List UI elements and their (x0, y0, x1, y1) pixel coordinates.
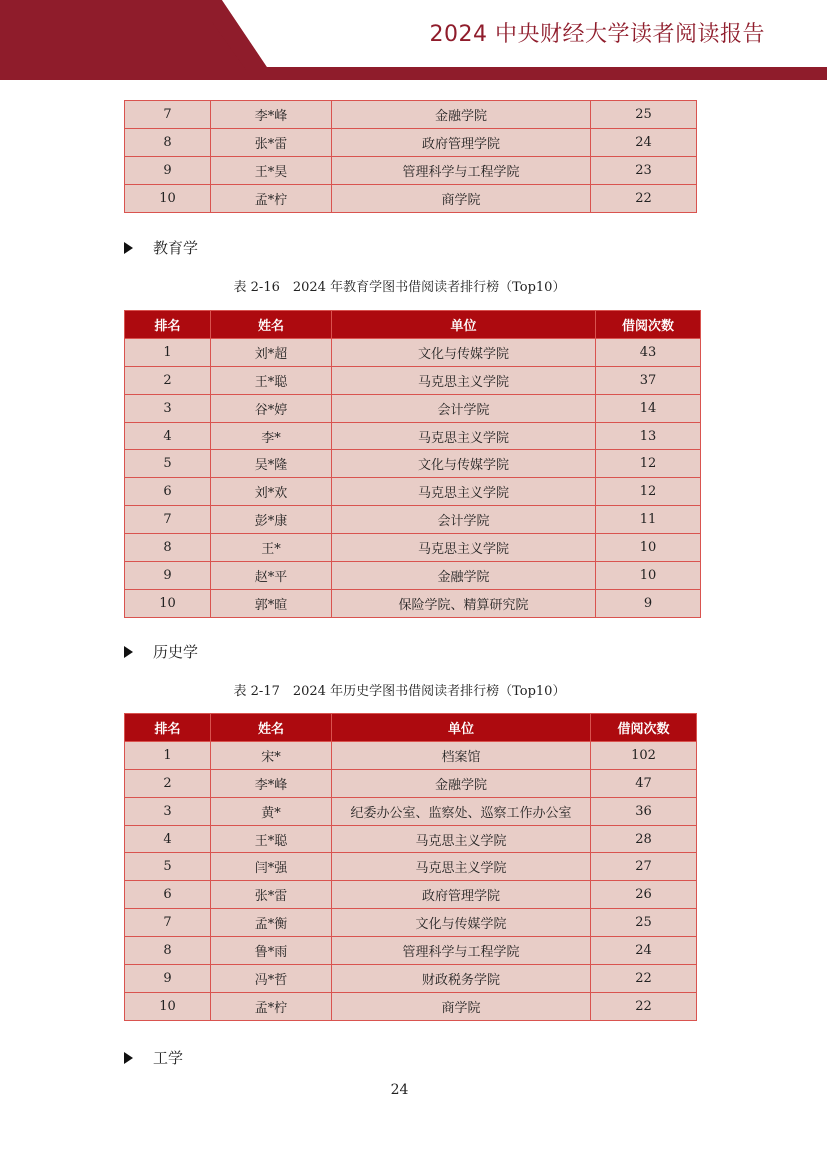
cell-unit: 马克思主义学院 (332, 478, 596, 506)
cell-name: 张*雷 (211, 881, 332, 909)
col-header-count: 借阅次数 (596, 311, 701, 339)
cell-count: 14 (596, 394, 701, 422)
cell-name: 王* (211, 534, 332, 562)
table-row (125, 881, 697, 909)
cell-unit: 文化与传媒学院 (332, 450, 596, 478)
cell-rank: 1 (125, 741, 211, 769)
table-caption: 表 2-17 2024 年历史学图书借阅读者排行榜（Top10） (233, 684, 566, 699)
col-header-unit: 单位 (332, 311, 596, 339)
cell-count: 28 (591, 825, 697, 853)
cell-name: 孟*柠 (211, 184, 332, 212)
cell-name: 李*峰 (211, 101, 332, 129)
cell-name: 孟*衡 (211, 909, 332, 937)
cell-rank: 10 (125, 589, 211, 617)
cell-count: 12 (596, 450, 701, 478)
section-label: 教育学 (153, 239, 199, 257)
cell-name: 谷*婷 (211, 394, 332, 422)
table-row (125, 101, 697, 129)
cell-unit: 财政税务学院 (332, 965, 591, 993)
cell-unit: 马克思主义学院 (332, 853, 591, 881)
section-label: 历史学 (153, 643, 199, 661)
bullet-arrow-icon (124, 646, 133, 658)
table-row (125, 338, 701, 366)
col-header-rank: 排名 (125, 714, 211, 742)
table-row (125, 797, 697, 825)
table-header-row (125, 311, 701, 339)
table-row (125, 394, 701, 422)
table-row (125, 184, 697, 212)
table-row (125, 741, 697, 769)
cell-name: 闫*强 (211, 853, 332, 881)
cell-unit: 政府管理学院 (332, 128, 591, 156)
cell-unit: 马克思主义学院 (332, 366, 596, 394)
cell-count: 10 (596, 534, 701, 562)
col-header-count: 借阅次数 (591, 714, 697, 742)
cell-count: 10 (596, 562, 701, 590)
cell-count: 27 (591, 853, 697, 881)
table-row (125, 534, 701, 562)
table-row (125, 589, 701, 617)
cell-unit: 会计学院 (332, 506, 596, 534)
cell-name: 赵*平 (211, 562, 332, 590)
cell-unit: 文化与传媒学院 (332, 909, 591, 937)
table-row (125, 992, 697, 1020)
cell-unit: 管理科学与工程学院 (332, 156, 591, 184)
cell-unit: 金融学院 (332, 562, 596, 590)
col-header-name: 姓名 (211, 714, 332, 742)
cell-rank: 7 (125, 506, 211, 534)
cell-name: 李*峰 (211, 769, 332, 797)
cell-rank: 6 (125, 881, 211, 909)
col-header-name: 姓名 (211, 311, 332, 339)
table-row (125, 825, 697, 853)
cell-unit: 政府管理学院 (332, 881, 591, 909)
cell-unit: 档案馆 (332, 741, 591, 769)
cell-rank: 4 (125, 422, 211, 450)
cell-rank: 2 (125, 769, 211, 797)
cell-rank: 3 (125, 394, 211, 422)
cell-name: 郭*暄 (211, 589, 332, 617)
cell-rank: 8 (125, 128, 211, 156)
cell-unit: 保险学院、精算研究院 (332, 589, 596, 617)
cell-name: 王*聪 (211, 366, 332, 394)
table-row (125, 562, 701, 590)
table-row (125, 937, 697, 965)
section-heading-engineering (124, 1047, 183, 1068)
cell-rank: 5 (125, 450, 211, 478)
cell-count: 22 (591, 184, 697, 212)
cell-name: 彭*康 (211, 506, 332, 534)
cell-name: 李* (211, 422, 332, 450)
cell-rank: 9 (125, 562, 211, 590)
cell-unit: 马克思主义学院 (332, 534, 596, 562)
table-row (125, 128, 697, 156)
cell-name: 鲁*雨 (211, 937, 332, 965)
cell-rank: 1 (125, 338, 211, 366)
cell-count: 25 (591, 909, 697, 937)
cell-count: 47 (591, 769, 697, 797)
cell-count: 37 (596, 366, 701, 394)
cell-unit: 纪委办公室、监察处、巡察工作办公室 (332, 797, 591, 825)
table-row (125, 506, 701, 534)
col-header-unit: 单位 (332, 714, 591, 742)
cell-rank: 8 (125, 534, 211, 562)
cell-rank: 7 (125, 909, 211, 937)
cell-name: 张*雷 (211, 128, 332, 156)
education-ranking-table (124, 310, 701, 618)
cell-count: 43 (596, 338, 701, 366)
cell-rank: 2 (125, 366, 211, 394)
cell-rank: 5 (125, 853, 211, 881)
cell-count: 26 (591, 881, 697, 909)
bullet-arrow-icon (124, 1052, 133, 1064)
table-caption: 表 2-16 2024 年教育学图书借阅读者排行榜（Top10） (233, 280, 566, 295)
cell-count: 11 (596, 506, 701, 534)
table-row (125, 909, 697, 937)
cell-name: 宋* (211, 741, 332, 769)
cell-count: 24 (591, 128, 697, 156)
cell-unit: 会计学院 (332, 394, 596, 422)
cell-count: 23 (591, 156, 697, 184)
cell-unit: 管理科学与工程学院 (332, 937, 591, 965)
cell-rank: 3 (125, 797, 211, 825)
cell-name: 冯*哲 (211, 965, 332, 993)
cell-unit: 商学院 (332, 992, 591, 1020)
section-heading-history (124, 641, 198, 662)
table-row (125, 156, 697, 184)
cell-name: 孟*柠 (211, 992, 332, 1020)
table-row (125, 422, 701, 450)
cell-unit: 马克思主义学院 (332, 825, 591, 853)
cell-name: 王*聪 (211, 825, 332, 853)
cell-rank: 8 (125, 937, 211, 965)
cell-rank: 7 (125, 101, 211, 129)
cell-name: 刘*欢 (211, 478, 332, 506)
cell-unit: 金融学院 (332, 101, 591, 129)
table-header-row (125, 714, 697, 742)
cell-count: 22 (591, 965, 697, 993)
page-number: 24 (390, 1082, 409, 1098)
cell-count: 36 (591, 797, 697, 825)
cell-rank: 9 (125, 156, 211, 184)
history-ranking-table (124, 713, 697, 1021)
cell-count: 22 (591, 992, 697, 1020)
report-title: 2024 中央财经大学读者阅读报告 (429, 22, 765, 47)
cell-name: 王*昊 (211, 156, 332, 184)
cell-count: 102 (591, 741, 697, 769)
table-row (125, 853, 697, 881)
table-row (125, 965, 697, 993)
cell-count: 25 (591, 101, 697, 129)
section-label: 工学 (153, 1049, 184, 1067)
cell-rank: 10 (125, 992, 211, 1020)
cell-rank: 10 (125, 184, 211, 212)
table-row (125, 366, 701, 394)
cell-count: 24 (591, 937, 697, 965)
cell-rank: 4 (125, 825, 211, 853)
table-row (125, 478, 701, 506)
cell-count: 12 (596, 478, 701, 506)
cell-rank: 6 (125, 478, 211, 506)
cell-unit: 马克思主义学院 (332, 422, 596, 450)
table-row (125, 450, 701, 478)
cell-unit: 金融学院 (332, 769, 591, 797)
cell-rank: 9 (125, 965, 211, 993)
section-heading-education (124, 237, 198, 258)
continued-ranking-table (124, 100, 697, 213)
cell-unit: 商学院 (332, 184, 591, 212)
cell-count: 13 (596, 422, 701, 450)
cell-name: 黄* (211, 797, 332, 825)
cell-unit: 文化与传媒学院 (332, 338, 596, 366)
cell-name: 吴*隆 (211, 450, 332, 478)
bullet-arrow-icon (124, 242, 133, 254)
col-header-rank: 排名 (125, 311, 211, 339)
cell-count: 9 (596, 589, 701, 617)
cell-name: 刘*超 (211, 338, 332, 366)
table-row (125, 769, 697, 797)
